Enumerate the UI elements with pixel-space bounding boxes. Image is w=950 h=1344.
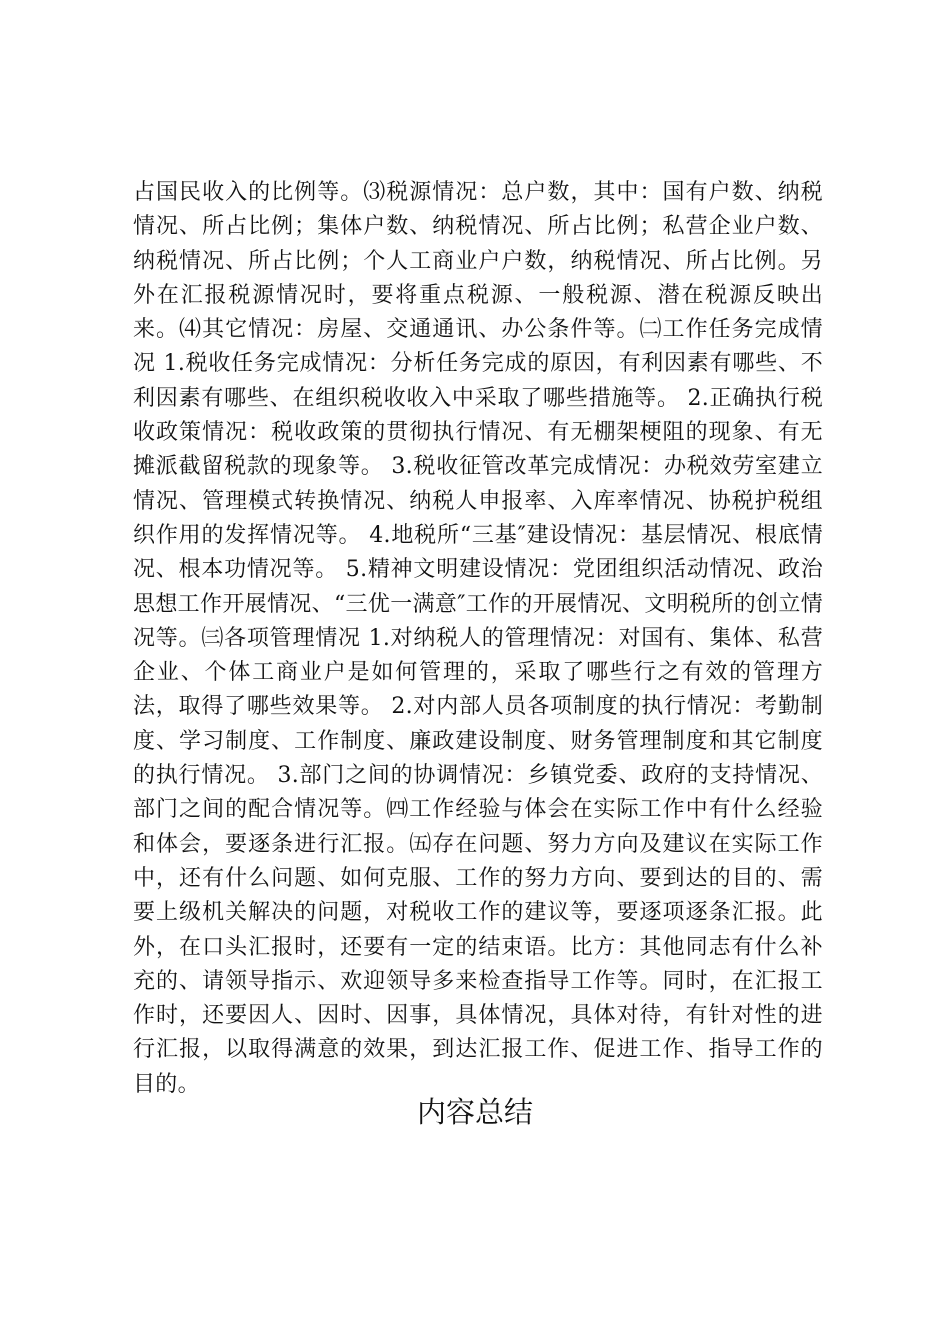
section-title: 内容总结 xyxy=(416,1095,533,1129)
body-paragraph: 占国民收入的比例等。⑶税源情况：总户数，其中：国有户数、纳税情况、所占比例；集体户数、纳税情况、所占比例；私营企业户数、纳税情况、所占比例；个人工商业户户数，纳税情况、所占比例。另外在汇报税源情况时，要将重点税源、一般税源、潜在税源反映出来。⑷其它情况：房屋、交通通讯、办公条件等。㈡工作任务完成情况 1.税收任务完成情况：分析任务完成的原因，有利因素有哪些、不利因素有哪些、在组织税收收入中采取了哪些措施等。 2.正确执行税收政策情况：税收政策的贯彻执行情况、有无棚架梗阻的现象、有无摊派截留税款的现象等。 3.税收征管改革完成情况：办税效劳室建立情况、管理模式转换情况、纳税人申报率、入库率情况、协税护税组织作用的发挥情况等。 4.地税所“三基″建设情况：基层情况、根底情况、根本功情况等。 5.精神文明建设情况：党团组织活动情况、政治思想工作开展情况、“三优一满意″工作的开展情况、文明税所的创立情况等。㈢各项管理情况 1.对纳税人的管理情况：对国有、集体、私营企业、个体工商业户是如何管理的，采取了哪些行之有效的管理方法，取得了哪些效果等。 2.对内部人员各项制度的执行情况：考勤制度、学习制度、工作制度、廉政建设制度、财务管理制度和其它制度的执行情况。 3.部门之间的协调情况：乡镇党委、政府的支持情况、部门之间的配合情况等。㈣工作经验与体会在实际工作中有什么经验和体会，要逐条进行汇报。㈤存在问题、努力方向及建议在实际工作中，还有什么问题、如何克服、工作的努力方向、要到达的目的、需要上级机关解决的问题，对税收工作的建议等，要逐项逐条汇报。此外，在口头汇报时，还要有一定的结束语。比方：其他同志有什么补充的、请领导指示、欢迎领导多来检查指导工作等。同时，在汇报工作时，还要因人、因时、因事，具体情况，具体对待，有针对性的进行汇报，以取得满意的效果，到达汇报工作、促进工作、指导工作的目的。 xyxy=(133,180,823,1097)
